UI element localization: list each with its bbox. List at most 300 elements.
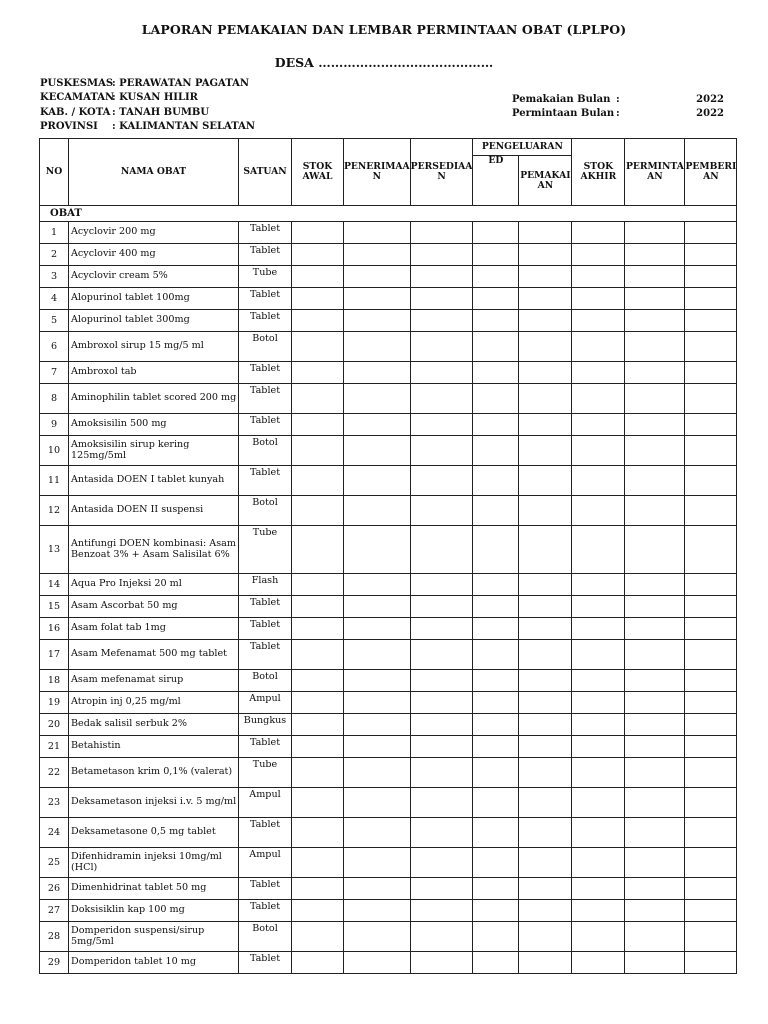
pemakaian-cell[interactable] xyxy=(519,900,572,922)
penerimaan-cell[interactable] xyxy=(344,596,411,618)
persediaan-cell[interactable] xyxy=(410,436,473,466)
permintaan-cell[interactable] xyxy=(625,900,685,922)
item-name: Alopurinol tablet 300mg xyxy=(69,310,239,332)
pemberian-cell[interactable] xyxy=(685,670,737,692)
item-no: 3 xyxy=(40,266,69,288)
stok-akhir-cell[interactable] xyxy=(572,466,625,496)
penerimaan-cell[interactable] xyxy=(344,436,411,466)
stok-akhir-cell[interactable] xyxy=(572,496,625,526)
stok-awal-cell[interactable] xyxy=(292,818,344,848)
pemberian-cell[interactable] xyxy=(685,310,737,332)
persediaan-cell[interactable] xyxy=(410,670,473,692)
permintaan-cell[interactable] xyxy=(625,362,685,384)
pemberian-cell[interactable] xyxy=(685,878,737,900)
item-unit: Botol xyxy=(239,332,292,362)
stok-awal-cell[interactable] xyxy=(292,222,344,244)
penerimaan-cell[interactable] xyxy=(344,574,411,596)
persediaan-cell[interactable] xyxy=(410,922,473,952)
ed-cell[interactable] xyxy=(473,310,519,332)
permintaan-cell[interactable] xyxy=(625,332,685,362)
penerimaan-cell[interactable] xyxy=(344,640,411,670)
item-unit: Tablet xyxy=(239,640,292,670)
table-row xyxy=(40,414,737,436)
stok-awal-cell[interactable] xyxy=(292,466,344,496)
persediaan-cell[interactable] xyxy=(410,900,473,922)
persediaan-cell[interactable] xyxy=(410,384,473,414)
item-no: 8 xyxy=(40,384,69,414)
penerimaan-cell[interactable] xyxy=(344,384,411,414)
permintaan-cell[interactable] xyxy=(625,640,685,670)
stok-akhir-cell[interactable] xyxy=(572,758,625,788)
pemakaian-cell[interactable] xyxy=(519,692,572,714)
penerimaan-cell[interactable] xyxy=(344,878,411,900)
pemakaian-cell[interactable] xyxy=(519,714,572,736)
stok-awal-cell[interactable] xyxy=(292,952,344,974)
pemberian-cell[interactable] xyxy=(685,332,737,362)
persediaan-cell[interactable] xyxy=(410,266,473,288)
stok-akhir-cell[interactable] xyxy=(572,384,625,414)
stok-awal-cell[interactable] xyxy=(292,736,344,758)
penerimaan-cell[interactable] xyxy=(344,618,411,640)
ed-cell[interactable] xyxy=(473,714,519,736)
pemakaian-cell[interactable] xyxy=(519,266,572,288)
stok-akhir-cell[interactable] xyxy=(572,436,625,466)
pemberian-cell[interactable] xyxy=(685,848,737,878)
ed-cell[interactable] xyxy=(473,526,519,574)
ed-cell[interactable] xyxy=(473,618,519,640)
item-no: 10 xyxy=(40,436,69,466)
pemberian-cell[interactable] xyxy=(685,414,737,436)
pemberian-cell[interactable] xyxy=(685,692,737,714)
permintaan-cell[interactable] xyxy=(625,574,685,596)
penerimaan-cell[interactable] xyxy=(344,496,411,526)
item-unit: Botol xyxy=(239,670,292,692)
penerimaan-cell[interactable] xyxy=(344,266,411,288)
stok-akhir-cell[interactable] xyxy=(572,714,625,736)
ed-cell[interactable] xyxy=(473,466,519,496)
header-ed: ED xyxy=(473,156,519,206)
stok-akhir-cell[interactable] xyxy=(572,222,625,244)
item-name: Asam mefenamat sirup xyxy=(69,670,239,692)
permintaan-cell[interactable] xyxy=(625,618,685,640)
item-name: Dimenhidrinat tablet 50 mg xyxy=(69,878,239,900)
header-nama-obat: NAMA OBAT xyxy=(69,139,239,206)
stok-awal-cell[interactable] xyxy=(292,670,344,692)
pemberian-cell[interactable] xyxy=(685,266,737,288)
header-penerimaan: PENERIMAA N xyxy=(344,139,411,206)
stok-awal-cell[interactable] xyxy=(292,692,344,714)
pemakaian-cell[interactable] xyxy=(519,288,572,310)
stok-awal-cell[interactable] xyxy=(292,574,344,596)
stok-akhir-cell[interactable] xyxy=(572,266,625,288)
stok-akhir-cell[interactable] xyxy=(572,670,625,692)
ed-cell[interactable] xyxy=(473,670,519,692)
pemakaian-cell[interactable] xyxy=(519,596,572,618)
stok-akhir-cell[interactable] xyxy=(572,922,625,952)
ed-cell[interactable] xyxy=(473,362,519,384)
permintaan-cell[interactable] xyxy=(625,818,685,848)
item-unit: Ampul xyxy=(239,692,292,714)
ed-cell[interactable] xyxy=(473,640,519,670)
stok-akhir-cell[interactable] xyxy=(572,952,625,974)
period-colon: : xyxy=(616,94,620,105)
permintaan-cell[interactable] xyxy=(625,244,685,266)
item-name: Deksametason injeksi i.v. 5 mg/ml xyxy=(69,788,239,818)
pemberian-cell[interactable] xyxy=(685,496,737,526)
stok-akhir-cell[interactable] xyxy=(572,788,625,818)
item-no: 15 xyxy=(40,596,69,618)
stok-akhir-cell[interactable] xyxy=(572,332,625,362)
header-stok-akhir: STOK AKHIR xyxy=(572,139,625,206)
persediaan-cell[interactable] xyxy=(410,310,473,332)
stok-akhir-cell[interactable] xyxy=(572,692,625,714)
item-unit: Tube xyxy=(239,758,292,788)
pemakaian-cell[interactable] xyxy=(519,952,572,974)
persediaan-cell[interactable] xyxy=(410,596,473,618)
permintaan-cell[interactable] xyxy=(625,288,685,310)
pemakaian-cell[interactable] xyxy=(519,788,572,818)
penerimaan-cell[interactable] xyxy=(344,288,411,310)
item-unit: Tablet xyxy=(239,414,292,436)
pemberian-cell[interactable] xyxy=(685,288,737,310)
ed-cell[interactable] xyxy=(473,692,519,714)
permintaan-cell[interactable] xyxy=(625,878,685,900)
pemakaian-cell[interactable] xyxy=(519,736,572,758)
header-pengeluaran: PENGELUARAN xyxy=(473,139,572,156)
pemakaian-cell[interactable] xyxy=(519,922,572,952)
item-name: Antifungi DOEN kombinasi: Asam Benzoat 3% + Asam Salisilat 6% xyxy=(69,526,239,574)
persediaan-cell[interactable] xyxy=(410,574,473,596)
table-row xyxy=(40,332,737,362)
penerimaan-cell[interactable] xyxy=(344,692,411,714)
permintaan-cell[interactable] xyxy=(625,310,685,332)
ed-cell[interactable] xyxy=(473,596,519,618)
pemberian-cell[interactable] xyxy=(685,466,737,496)
persediaan-cell[interactable] xyxy=(410,332,473,362)
ed-cell[interactable] xyxy=(473,244,519,266)
stok-awal-cell[interactable] xyxy=(292,526,344,574)
penerimaan-cell[interactable] xyxy=(344,222,411,244)
item-no: 6 xyxy=(40,332,69,362)
ed-cell[interactable] xyxy=(473,496,519,526)
ed-cell[interactable] xyxy=(473,288,519,310)
stok-awal-cell[interactable] xyxy=(292,310,344,332)
item-unit: Tablet xyxy=(239,384,292,414)
stok-akhir-cell[interactable] xyxy=(572,310,625,332)
item-no: 13 xyxy=(40,526,69,574)
item-unit: Botol xyxy=(239,922,292,952)
stok-akhir-cell[interactable] xyxy=(572,900,625,922)
stok-akhir-cell[interactable] xyxy=(572,618,625,640)
permintaan-cell[interactable] xyxy=(625,670,685,692)
stok-akhir-cell[interactable] xyxy=(572,414,625,436)
ed-cell[interactable] xyxy=(473,266,519,288)
persediaan-cell[interactable] xyxy=(410,618,473,640)
permintaan-cell[interactable] xyxy=(625,758,685,788)
permintaan-cell[interactable] xyxy=(625,692,685,714)
ed-cell[interactable] xyxy=(473,758,519,788)
item-name: Alopurinol tablet 100mg xyxy=(69,288,239,310)
permintaan-cell[interactable] xyxy=(625,848,685,878)
item-unit: Flash xyxy=(239,574,292,596)
pemakaian-cell[interactable] xyxy=(519,758,572,788)
table-row xyxy=(40,596,737,618)
pemberian-cell[interactable] xyxy=(685,736,737,758)
permintaan-cell[interactable] xyxy=(625,952,685,974)
persediaan-cell[interactable] xyxy=(410,496,473,526)
permintaan-cell[interactable] xyxy=(625,496,685,526)
stok-awal-cell[interactable] xyxy=(292,714,344,736)
stok-awal-cell[interactable] xyxy=(292,922,344,952)
table-row xyxy=(40,670,737,692)
item-no: 2 xyxy=(40,244,69,266)
penerimaan-cell[interactable] xyxy=(344,714,411,736)
stok-akhir-cell[interactable] xyxy=(572,244,625,266)
stok-akhir-cell[interactable] xyxy=(572,574,625,596)
ed-cell[interactable] xyxy=(473,952,519,974)
item-no: 21 xyxy=(40,736,69,758)
persediaan-cell[interactable] xyxy=(410,222,473,244)
persediaan-cell[interactable] xyxy=(410,848,473,878)
item-no: 16 xyxy=(40,618,69,640)
item-unit: Tablet xyxy=(239,900,292,922)
pemakaian-cell[interactable] xyxy=(519,818,572,848)
ed-cell[interactable] xyxy=(473,848,519,878)
stok-akhir-cell[interactable] xyxy=(572,736,625,758)
pemakaian-cell[interactable] xyxy=(519,640,572,670)
persediaan-cell[interactable] xyxy=(410,758,473,788)
stok-awal-cell[interactable] xyxy=(292,266,344,288)
ed-cell[interactable] xyxy=(473,736,519,758)
pemberian-cell[interactable] xyxy=(685,574,737,596)
pemberian-cell[interactable] xyxy=(685,922,737,952)
stok-akhir-cell[interactable] xyxy=(572,362,625,384)
stok-akhir-cell[interactable] xyxy=(572,848,625,878)
stok-awal-cell[interactable] xyxy=(292,496,344,526)
penerimaan-cell[interactable] xyxy=(344,848,411,878)
persediaan-cell[interactable] xyxy=(410,288,473,310)
info-value: : PERAWATAN PAGATAN xyxy=(112,78,250,89)
item-unit: Tablet xyxy=(239,618,292,640)
ed-cell[interactable] xyxy=(473,222,519,244)
pemakaian-cell[interactable] xyxy=(519,384,572,414)
permintaan-cell[interactable] xyxy=(625,714,685,736)
pemberian-cell[interactable] xyxy=(685,818,737,848)
pemberian-cell[interactable] xyxy=(685,788,737,818)
stok-akhir-cell[interactable] xyxy=(572,818,625,848)
permintaan-cell[interactable] xyxy=(625,414,685,436)
stok-akhir-cell[interactable] xyxy=(572,878,625,900)
pemberian-cell[interactable] xyxy=(685,362,737,384)
stok-awal-cell[interactable] xyxy=(292,436,344,466)
pemberian-cell[interactable] xyxy=(685,952,737,974)
pemakaian-cell[interactable] xyxy=(519,362,572,384)
pemberian-cell[interactable] xyxy=(685,222,737,244)
penerimaan-cell[interactable] xyxy=(344,526,411,574)
item-no: 19 xyxy=(40,692,69,714)
pemberian-cell[interactable] xyxy=(685,244,737,266)
pemberian-cell[interactable] xyxy=(685,384,737,414)
penerimaan-cell[interactable] xyxy=(344,670,411,692)
item-name: Ambroxol sirup 15 mg/5 ml xyxy=(69,332,239,362)
table-row xyxy=(40,222,737,244)
ed-cell[interactable] xyxy=(473,900,519,922)
table-row xyxy=(40,618,737,640)
permintaan-cell[interactable] xyxy=(625,436,685,466)
period-year: 2022 xyxy=(696,94,724,105)
penerimaan-cell[interactable] xyxy=(344,758,411,788)
stok-awal-cell[interactable] xyxy=(292,900,344,922)
pemberian-cell[interactable] xyxy=(685,714,737,736)
ed-cell[interactable] xyxy=(473,788,519,818)
persediaan-cell[interactable] xyxy=(410,818,473,848)
pemberian-cell[interactable] xyxy=(685,596,737,618)
ed-cell[interactable] xyxy=(473,384,519,414)
stok-awal-cell[interactable] xyxy=(292,384,344,414)
pemakaian-cell[interactable] xyxy=(519,526,572,574)
penerimaan-cell[interactable] xyxy=(344,900,411,922)
stok-awal-cell[interactable] xyxy=(292,640,344,670)
pemakaian-cell[interactable] xyxy=(519,436,572,466)
penerimaan-cell[interactable] xyxy=(344,818,411,848)
pemberian-cell[interactable] xyxy=(685,640,737,670)
pemakaian-cell[interactable] xyxy=(519,670,572,692)
item-name: Betametason krim 0,1% (valerat) xyxy=(69,758,239,788)
persediaan-cell[interactable] xyxy=(410,466,473,496)
persediaan-cell[interactable] xyxy=(410,714,473,736)
pemberian-cell[interactable] xyxy=(685,900,737,922)
stok-awal-cell[interactable] xyxy=(292,596,344,618)
ed-cell[interactable] xyxy=(473,436,519,466)
pemakaian-cell[interactable] xyxy=(519,496,572,526)
item-name: Domperidon tablet 10 mg xyxy=(69,952,239,974)
stok-akhir-cell[interactable] xyxy=(572,640,625,670)
penerimaan-cell[interactable] xyxy=(344,244,411,266)
pemberian-cell[interactable] xyxy=(685,436,737,466)
persediaan-cell[interactable] xyxy=(410,244,473,266)
penerimaan-cell[interactable] xyxy=(344,952,411,974)
permintaan-cell[interactable] xyxy=(625,596,685,618)
persediaan-cell[interactable] xyxy=(410,736,473,758)
stok-awal-cell[interactable] xyxy=(292,414,344,436)
pemakaian-cell[interactable] xyxy=(519,244,572,266)
penerimaan-cell[interactable] xyxy=(344,922,411,952)
permintaan-cell[interactable] xyxy=(625,266,685,288)
stok-awal-cell[interactable] xyxy=(292,288,344,310)
header-permintaan: PERMINTA AN xyxy=(625,139,685,206)
item-name: Antasida DOEN I tablet kunyah xyxy=(69,466,239,496)
pemberian-cell[interactable] xyxy=(685,526,737,574)
item-name: Acyclovir 200 mg xyxy=(69,222,239,244)
stok-akhir-cell[interactable] xyxy=(572,288,625,310)
stok-awal-cell[interactable] xyxy=(292,788,344,818)
pemakaian-cell[interactable] xyxy=(519,466,572,496)
pemakaian-cell[interactable] xyxy=(519,332,572,362)
permintaan-cell[interactable] xyxy=(625,222,685,244)
ed-cell[interactable] xyxy=(473,414,519,436)
permintaan-cell[interactable] xyxy=(625,466,685,496)
table-row xyxy=(40,310,737,332)
item-unit: Tablet xyxy=(239,362,292,384)
persediaan-cell[interactable] xyxy=(410,362,473,384)
persediaan-cell[interactable] xyxy=(410,878,473,900)
pemberian-cell[interactable] xyxy=(685,618,737,640)
pemakaian-cell[interactable] xyxy=(519,310,572,332)
permintaan-cell[interactable] xyxy=(625,736,685,758)
penerimaan-cell[interactable] xyxy=(344,310,411,332)
item-no: 14 xyxy=(40,574,69,596)
persediaan-cell[interactable] xyxy=(410,692,473,714)
penerimaan-cell[interactable] xyxy=(344,736,411,758)
stok-awal-cell[interactable] xyxy=(292,618,344,640)
item-no: 27 xyxy=(40,900,69,922)
permintaan-cell[interactable] xyxy=(625,526,685,574)
item-unit: Tablet xyxy=(239,952,292,974)
table-row xyxy=(40,900,737,922)
ed-cell[interactable] xyxy=(473,922,519,952)
item-name: Acyclovir cream 5% xyxy=(69,266,239,288)
penerimaan-cell[interactable] xyxy=(344,332,411,362)
stok-akhir-cell[interactable] xyxy=(572,526,625,574)
permintaan-cell[interactable] xyxy=(625,922,685,952)
stok-awal-cell[interactable] xyxy=(292,878,344,900)
persediaan-cell[interactable] xyxy=(410,640,473,670)
table-row xyxy=(40,878,737,900)
period-permintaan xyxy=(512,107,724,121)
item-no: 22 xyxy=(40,758,69,788)
pemakaian-cell[interactable] xyxy=(519,414,572,436)
stok-awal-cell[interactable] xyxy=(292,848,344,878)
item-no: 1 xyxy=(40,222,69,244)
pemakaian-cell[interactable] xyxy=(519,878,572,900)
penerimaan-cell[interactable] xyxy=(344,466,411,496)
stok-awal-cell[interactable] xyxy=(292,758,344,788)
ed-cell[interactable] xyxy=(473,574,519,596)
pemakaian-cell[interactable] xyxy=(519,618,572,640)
pemberian-cell[interactable] xyxy=(685,758,737,788)
pemakaian-cell[interactable] xyxy=(519,574,572,596)
item-no: 25 xyxy=(40,848,69,878)
penerimaan-cell[interactable] xyxy=(344,788,411,818)
header-persediaan: PERSEDIAA N xyxy=(410,139,473,206)
ed-cell[interactable] xyxy=(473,878,519,900)
penerimaan-cell[interactable] xyxy=(344,414,411,436)
table-row xyxy=(40,526,737,574)
ed-cell[interactable] xyxy=(473,818,519,848)
permintaan-cell[interactable] xyxy=(625,788,685,818)
stok-awal-cell[interactable] xyxy=(292,362,344,384)
penerimaan-cell[interactable] xyxy=(344,362,411,384)
ed-cell[interactable] xyxy=(473,332,519,362)
persediaan-cell[interactable] xyxy=(410,526,473,574)
permintaan-cell[interactable] xyxy=(625,384,685,414)
persediaan-cell[interactable] xyxy=(410,788,473,818)
item-unit: Botol xyxy=(239,436,292,466)
stok-akhir-cell[interactable] xyxy=(572,596,625,618)
table-row xyxy=(40,288,737,310)
table-row xyxy=(40,436,737,466)
persediaan-cell[interactable] xyxy=(410,952,473,974)
stok-awal-cell[interactable] xyxy=(292,332,344,362)
pemakaian-cell[interactable] xyxy=(519,222,572,244)
persediaan-cell[interactable] xyxy=(410,414,473,436)
stok-awal-cell[interactable] xyxy=(292,244,344,266)
pemakaian-cell[interactable] xyxy=(519,848,572,878)
desa-line: DESA …………………………………… xyxy=(274,55,494,70)
info-value: : KUSAN HILIR xyxy=(112,92,198,104)
item-no: 29 xyxy=(40,952,69,974)
section-label-obat: OBAT xyxy=(40,206,737,222)
